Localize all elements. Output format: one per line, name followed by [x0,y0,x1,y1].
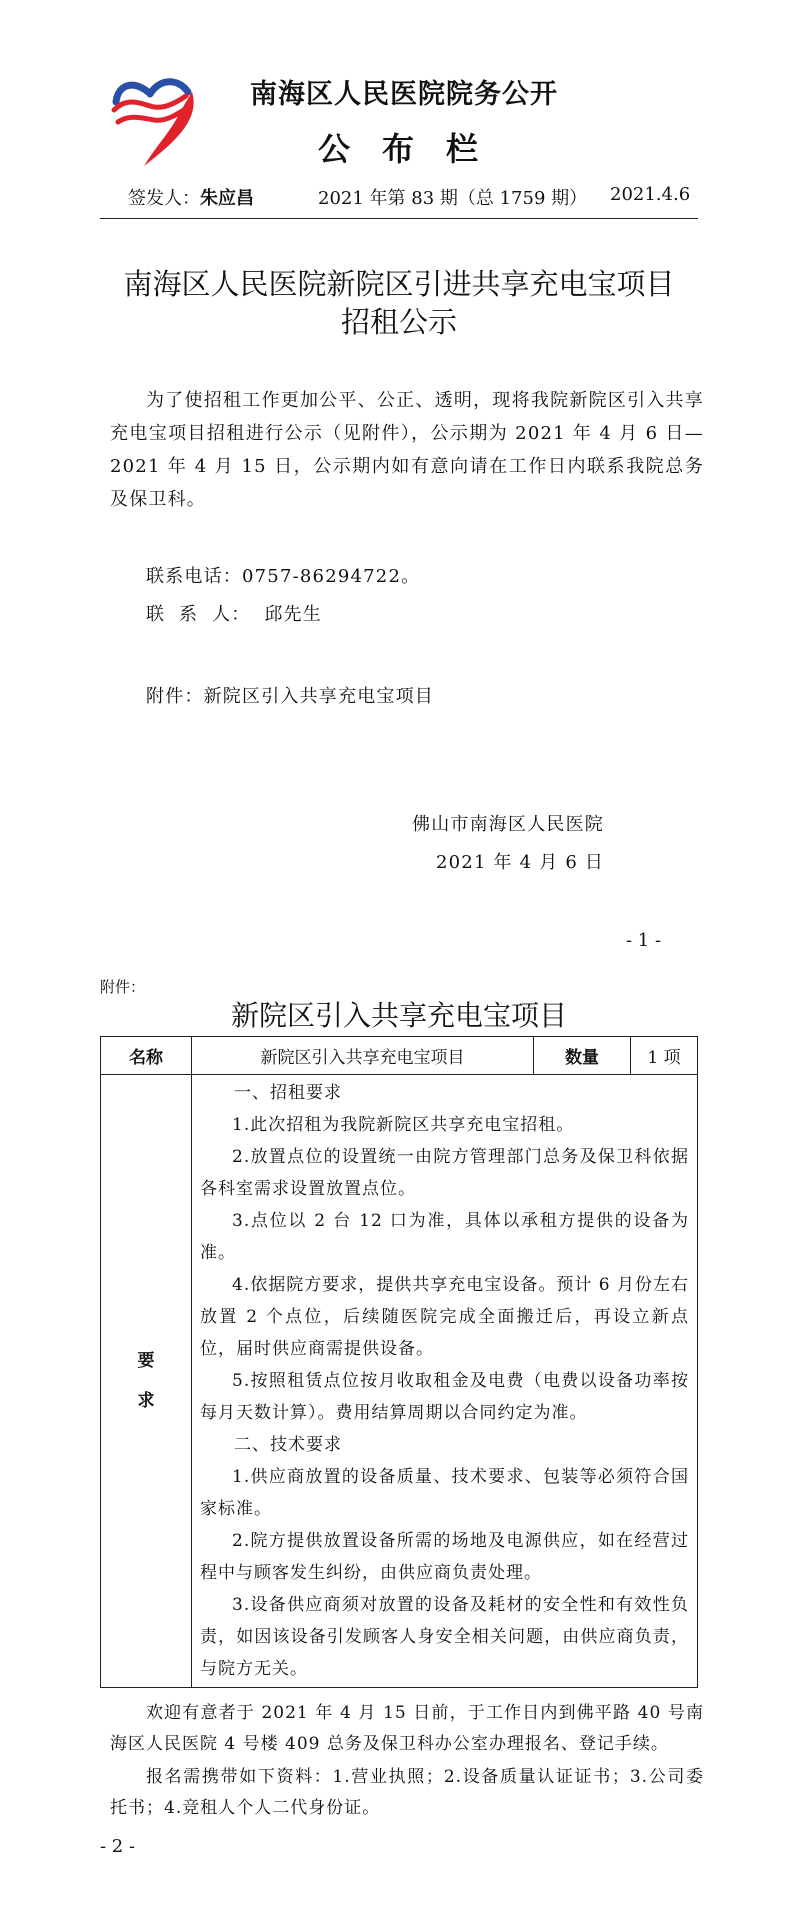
bulletin-title: 南海区人民医院院务公开 [250,79,558,110]
notice-body: 为了使招租工作更加公平、公正、透明，现将我院新院区引入共享充电宝项目招租进行公示（见附件），公示期为 2021 年 4 月 6 日—2021 年 4 月 15 日，公示期内如有意向请在工作日内联系我院总务及保卫科。 [110,390,704,510]
req-item: 5.按照租赁点位按月收取租金及电费（电费以设备功率按每月天数计算）。费用结算周期以合同约定为准。 [200,1371,689,1423]
section-heading-1: 一、招租要求 [234,1083,342,1103]
name-row [101,1037,698,1075]
name-value: 新院区引入共享充电宝项目 [192,1037,534,1075]
notice-title-line2: 招租公示 [340,305,457,339]
requirements-content [192,1075,698,1688]
page-number-1: - 1 - [626,930,662,951]
welcome-text: 欢迎有意者于 2021 年 4 月 15 日前，于工作日内到佛平路 40 号南海区人民医院 4 号楼 409 总务及保卫科办公室办理报名、登记手续。 [110,1703,704,1754]
req-label-char-1: 要 [137,1351,155,1371]
name-label: 名称 [101,1037,192,1075]
attachment-title: 新院区引入共享充电宝项目 [230,999,567,1032]
req-item: 2.放置点位的设置统一由院方管理部门总务及保卫科依据各科室需求设置放置点位。 [200,1147,689,1199]
attachment-note: 附件：新院区引入共享充电宝项目 [146,686,434,707]
header-rule [100,218,698,219]
contact-phone: 联系电话：0757-86294722。 [146,566,421,587]
requirements-label [101,1075,192,1688]
section-heading-2: 二、技术要求 [234,1435,342,1455]
signer-name: 朱应昌 [200,188,254,209]
issue-number: 2021 年第 83 期（总 1759 期） [318,188,588,209]
req-item: 4.依据院方要求，提供共享充电宝设备。预计 6 月份左右放置 2 个点位，后续随医院完成全面搬迁后，再设立新点位，届时供应商需提供设备。 [200,1275,689,1359]
signer [128,184,254,210]
signer-label: 签发人： [128,188,200,209]
hospital-logo [108,62,200,174]
materials-text: 报名需携带如下资料：1.营业执照；2.设备质量认证证书；3.公司委托书；4.竞租人个人二代身份证。 [110,1767,704,1818]
qty-value: 1 项 [631,1037,698,1075]
attachment-label: 附件： [100,978,146,996]
issuing-org: 佛山市南海区人民医院 [412,814,604,835]
requirements-table [100,1036,698,1688]
req-item: 1.供应商放置的设备质量、技术要求、包装等必须符合国家标准。 [200,1467,689,1519]
bulletin-subtitle: 公布栏 [318,130,511,168]
qty-label: 数量 [534,1037,631,1075]
req-item: 1.此次招租为我院新院区共享充电宝招租。 [232,1115,575,1135]
req-label-char-2: 求 [137,1391,155,1411]
issue-date: 2021.4.6 [610,184,691,205]
requirements-row [101,1075,698,1688]
contact-person: 联 系 人： 邱先生 [146,604,322,625]
req-item: 2.院方提供放置设备所需的场地及电源供应，如在经营过程中与顾客发生纠纷，由供应商负责处理。 [200,1531,689,1583]
notice-title-line1: 南海区人民医院新院区引进共享充电宝项目 [123,267,675,301]
page-number-2: - 2 - [100,1836,136,1857]
req-item: 3.点位以 2 台 12 口为准，具体以承租方提供的设备为准。 [200,1211,689,1263]
req-item: 3.设备供应商须对放置的设备及耗材的安全性和有效性负责，如因该设备引发顾客人身安全相关问题，由供应商负责，与院方无关。 [200,1595,689,1679]
sign-date: 2021 年 4 月 6 日 [436,852,605,873]
